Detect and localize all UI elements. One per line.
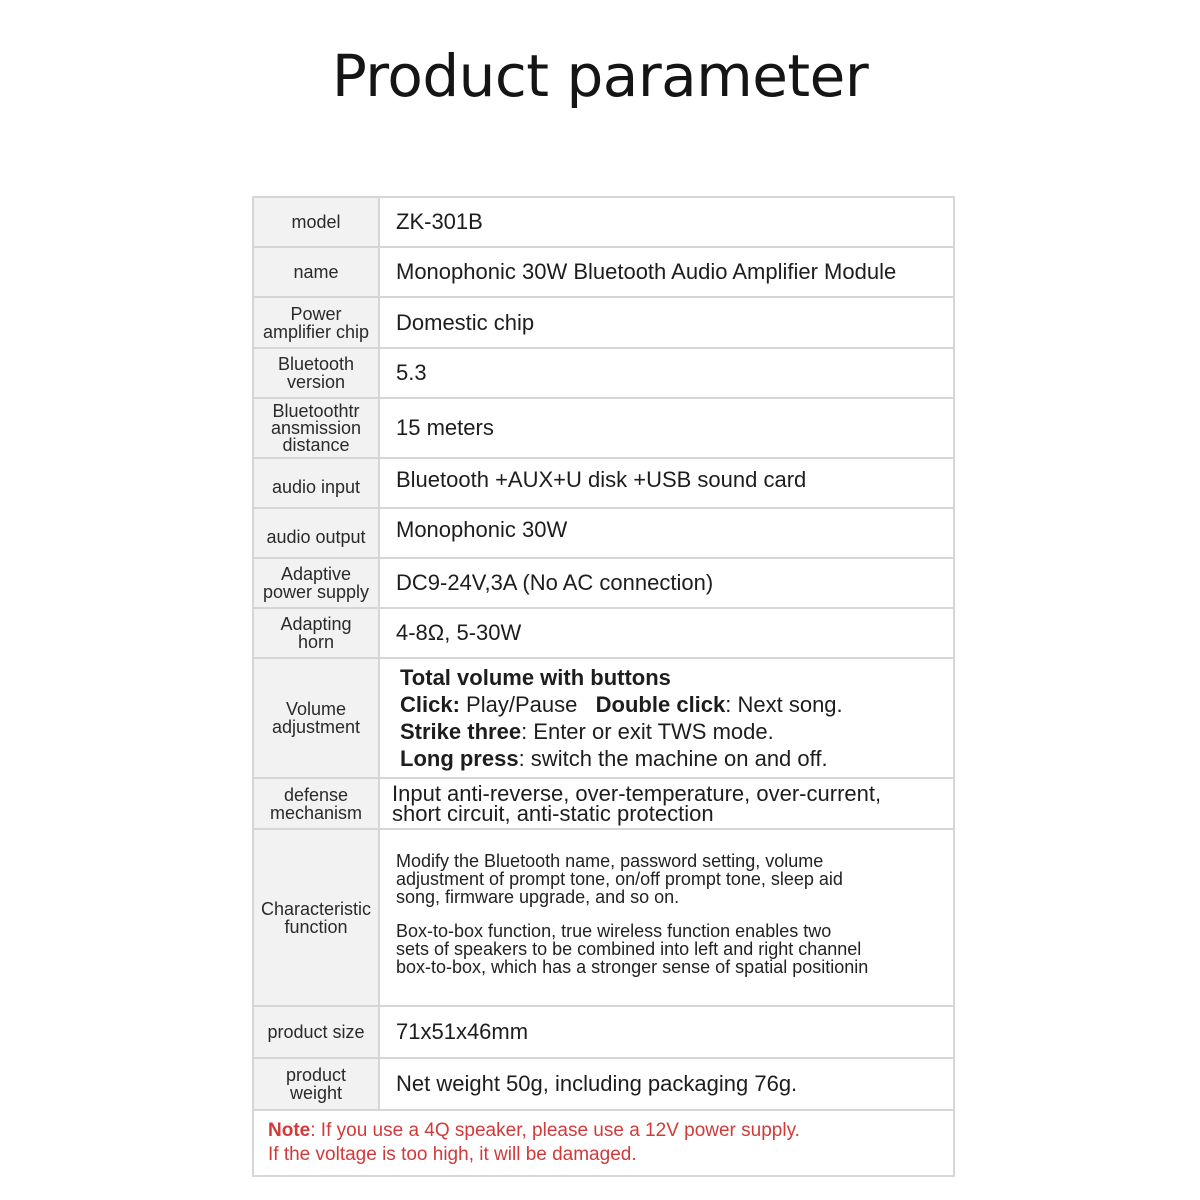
row-value: 71x51x46mm [379,1006,954,1058]
row-label: defense mechanism [253,778,379,829]
table-row-product-weight [253,1058,954,1110]
row-value: 5.3 [379,348,954,398]
row-label: name [253,247,379,297]
row-label: Bluetoothtr ansmission distance [253,398,379,458]
row-label: Adapting horn [253,608,379,658]
row-value: Modify the Bluetooth name, password setting, volume adjustment of prompt tone, on/off prompt tone, sleep aid song, firmware upgrade, and so on. Box-to-box function, true wireless function enables two sets of speakers to be combined into left and right channel box-to-box, which has a stronger sense of spatial positionin [379,829,954,1006]
table-row-volume-adjustment [253,658,954,778]
row-label: Adaptive power supply [253,558,379,608]
table-row-product-size [253,1006,954,1058]
row-label: Volume adjustment [253,658,379,778]
row-label: audio input [253,458,379,508]
volume-heading: Total volume with buttons [400,665,671,690]
row-label: Characteristic function [253,829,379,1006]
table-row-adapting-horn [253,608,954,658]
warning-note: Note: If you use a 4Q speaker, please use a 12V power supply. If the voltage is too high, it will be damaged. [253,1110,954,1176]
row-label: audio output [253,508,379,558]
row-value: 4-8Ω, 5-30W [379,608,954,658]
product-parameter-table [252,196,955,1177]
row-label: product weight [253,1058,379,1110]
row-value: Input anti-reverse, over-temperature, over-current, short circuit, anti-static protection [379,778,954,829]
row-label: Bluetooth version [253,348,379,398]
page-title: Product parameter [331,42,869,110]
row-value: DC9-24V,3A (No AC connection) [379,558,954,608]
table-row-characteristic-function [253,829,954,1006]
table-row-adaptive-power-supply [253,558,954,608]
row-label: Power amplifier chip [253,297,379,348]
table-row-audio-input [253,458,954,508]
row-value: Domestic chip [379,297,954,348]
row-value: ZK-301B [379,197,954,247]
table-row-audio-output [253,508,954,558]
table-row-bluetooth-version [253,348,954,398]
row-value: Monophonic 30W [379,508,954,558]
table-row-name [253,247,954,297]
row-value: Bluetooth +AUX+U disk +USB sound card [379,458,954,508]
row-label: model [253,197,379,247]
row-value: Monophonic 30W Bluetooth Audio Amplifier Module [379,247,954,297]
table-row-defense-mechanism [253,778,954,829]
table-row-transmission-distance [253,398,954,458]
row-value: 15 meters [379,398,954,458]
row-label: product size [253,1006,379,1058]
table-row-power-amplifier-chip [253,297,954,348]
row-value: Total volume with buttons Click: Play/Pause Double click: Next song. Strike three: Enter or exit TWS mode. Long press: switch the machine on and off. [379,658,954,778]
table-row-model [253,197,954,247]
row-value: Net weight 50g, including packaging 76g. [379,1058,954,1110]
note-row [253,1110,954,1176]
